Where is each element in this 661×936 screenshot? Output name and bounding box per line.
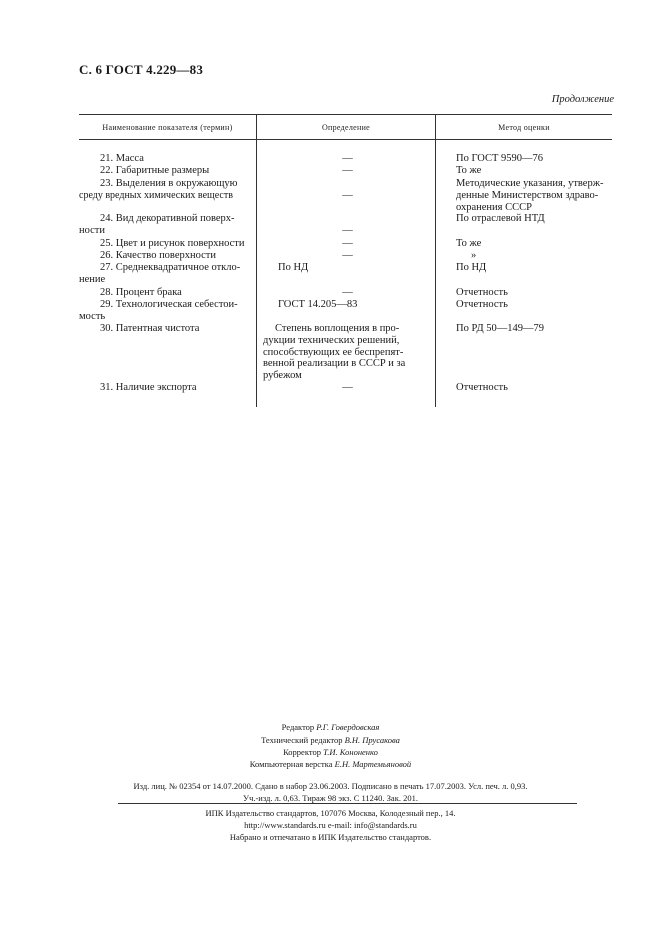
continuation-label: Продолжение bbox=[551, 94, 614, 105]
table-row-name: 26. Качество поверхности bbox=[100, 250, 216, 261]
table-row-method: По отраслевой НТД bbox=[456, 213, 545, 224]
imprint-line-1: Изд. лиц. № 02354 от 14.07.2000. Сдано в набор 23.06.2003. Подписано в печать 17.07.2003. Усл. печ. л. 0,93. bbox=[133, 781, 528, 791]
table-row-definition: — bbox=[342, 238, 353, 249]
credits-layout: Компьютерная верстка Е.Н. Мартемьяновой bbox=[249, 759, 412, 769]
table-row-definition: — bbox=[342, 250, 353, 261]
table-row-name: 28. Процент брака bbox=[100, 287, 182, 298]
header-name: Наименование показателя (термин) bbox=[102, 123, 233, 132]
table-row-name: 30. Патентная чистота bbox=[100, 323, 200, 334]
table-row-definition: — bbox=[342, 224, 353, 236]
table-row-method: По НД bbox=[456, 262, 487, 273]
publisher-address: ИПК Издательство стандартов, 107076 Москва, Колодезный пер., 14. bbox=[205, 808, 456, 818]
table-row-name: 31. Наличие экспорта bbox=[100, 382, 197, 393]
header-method: Метод оценки bbox=[498, 123, 550, 132]
credits-technical-editor: Технический редактор В.Н. Прусакова bbox=[261, 735, 400, 745]
table-row-name: 25. Цвет и рисунок поверхности bbox=[100, 238, 245, 249]
table-row-name: 22. Габаритные размеры bbox=[100, 165, 210, 176]
table-row-definition: — bbox=[342, 382, 353, 393]
table-row-name: 27. Среднеквадратичное откло- нение bbox=[79, 262, 241, 285]
imprint-line-2: Уч.-изд. л. 0,63. Тираж 98 экз. С 11240. Зак. 201. bbox=[243, 793, 418, 803]
credits-editor: Редактор Р.Г. Говердовская bbox=[281, 722, 380, 732]
table-row-method: По РД 50—149—79 bbox=[456, 323, 545, 334]
footer-rule bbox=[118, 803, 577, 804]
table-row-name: 21. Масса bbox=[100, 153, 144, 164]
publisher-contacts: http://www.standards.ru e-mail: info@standards.ru bbox=[244, 820, 417, 830]
table-row-method: То же bbox=[456, 165, 482, 176]
header-definition: Определение bbox=[321, 123, 371, 132]
table-row-definition: — bbox=[342, 189, 353, 201]
table-row-method: Отчетность bbox=[456, 382, 508, 393]
table-row-definition: — bbox=[342, 165, 353, 176]
table-row-method: » bbox=[471, 250, 477, 261]
table-row-definition: — bbox=[342, 153, 353, 164]
table-row-method: Методические указания, утверж- денные Министерством здраво- охранения СССР bbox=[456, 178, 604, 213]
table-header-rule bbox=[79, 139, 612, 140]
credits-proofreader: Корректор Т.И. Кононенко bbox=[283, 747, 378, 757]
table-row-name: 23. Выделения в окружающую среду вредных химических веществ bbox=[79, 178, 238, 201]
table-row-definition: — bbox=[342, 287, 353, 298]
table-row-definition: ГОСТ 14.205—83 bbox=[278, 299, 358, 310]
table-row-method: По ГОСТ 9590—76 bbox=[456, 153, 544, 164]
table-row-name: 24. Вид декоративной поверх- ности bbox=[79, 213, 235, 236]
column-divider-2 bbox=[435, 114, 436, 407]
table-row-name: 29. Технологическая себестои- мость bbox=[79, 299, 238, 322]
table-row-definition: По НД bbox=[278, 262, 309, 273]
table-row-method: То же bbox=[456, 238, 482, 249]
page-header: С. 6 ГОСТ 4.229—83 bbox=[79, 62, 204, 77]
table-row-method: Отчетность bbox=[456, 287, 508, 298]
table-row-method: Отчетность bbox=[456, 299, 508, 310]
table-top-rule bbox=[79, 114, 612, 115]
publisher-printing: Набрано и отпечатано в ИПК Издательство стандартов. bbox=[229, 832, 432, 842]
table-row-definition: Степень воплощения в про- дукции технических решений, способствующих ее беспрепят- венной реализации в СССР и за рубежом bbox=[263, 323, 406, 382]
